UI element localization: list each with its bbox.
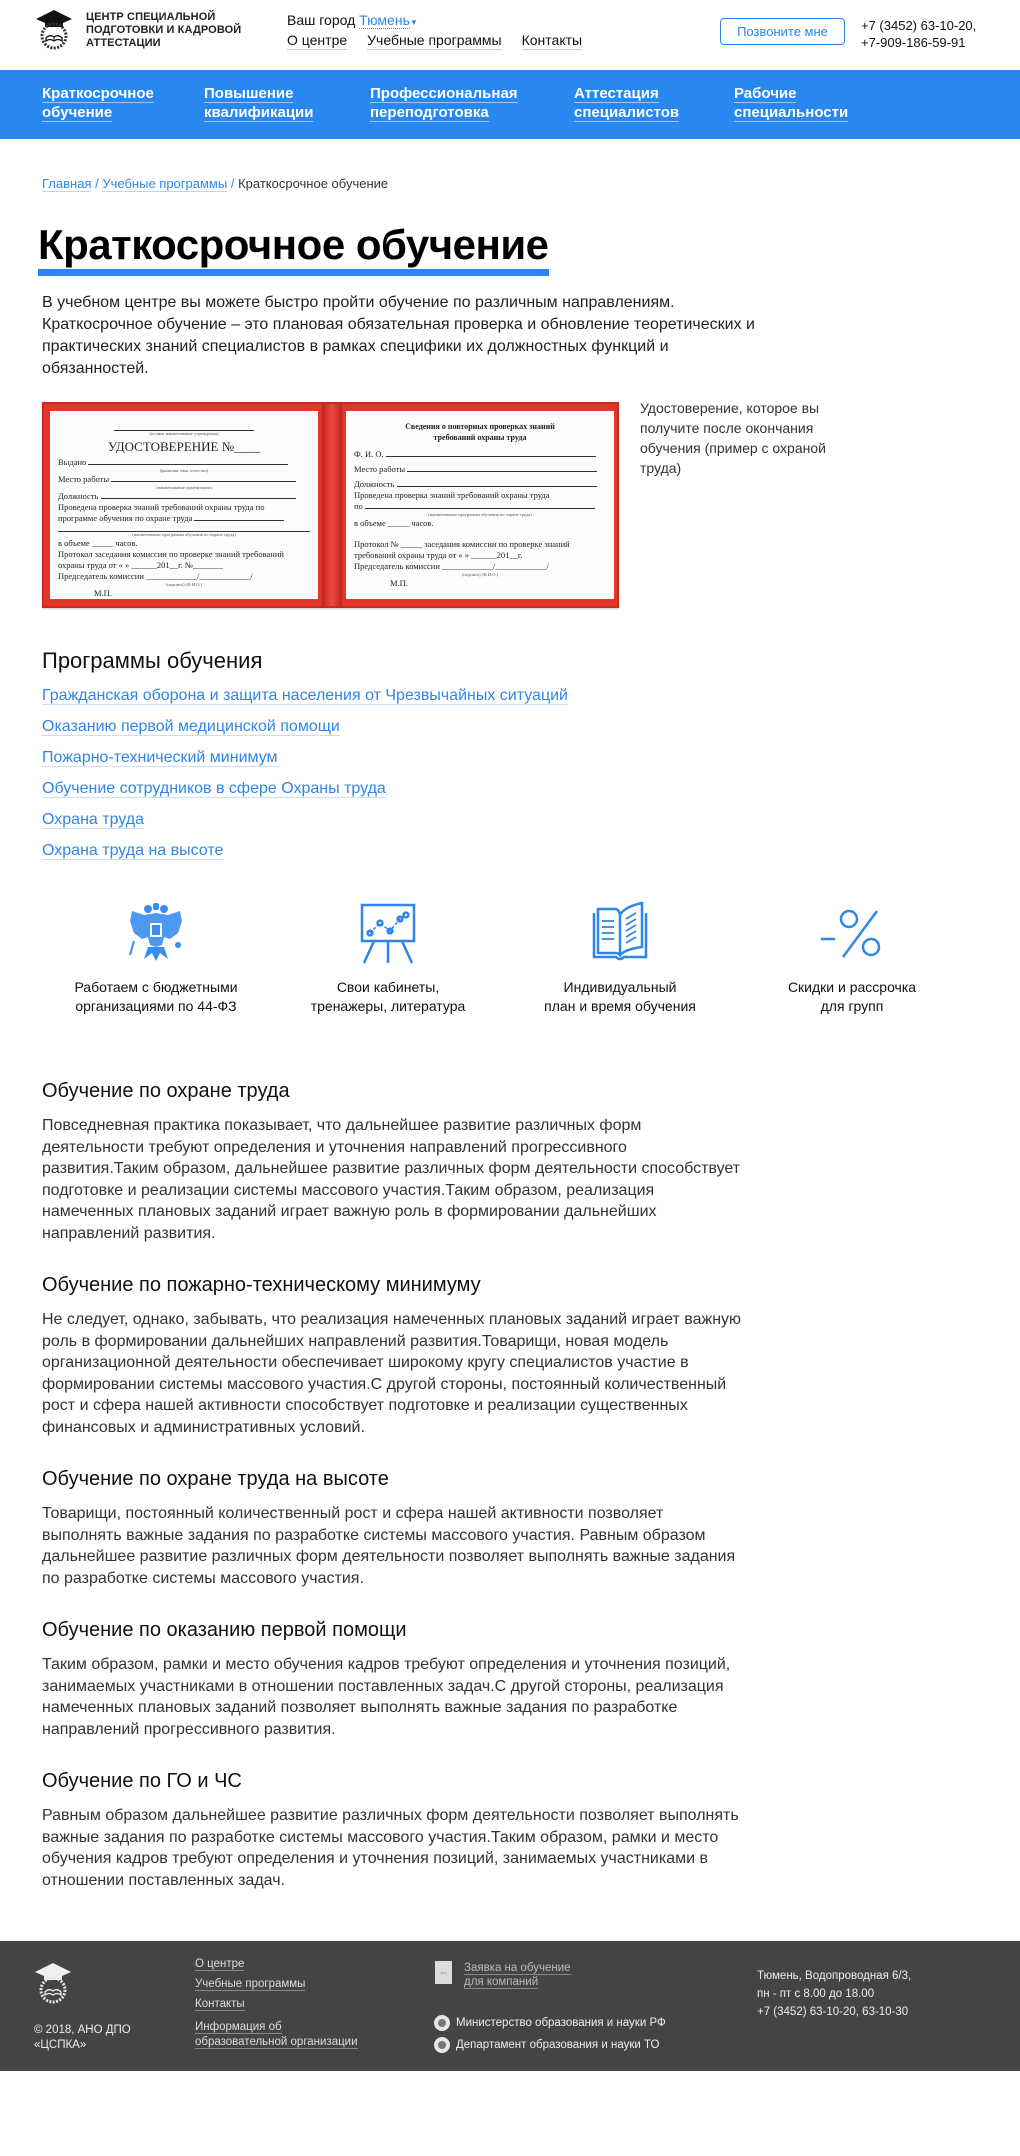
footer-logo[interactable] bbox=[33, 1961, 73, 2012]
feature-label-line: для групп bbox=[820, 998, 884, 1014]
working-hours: пн - пт с 8.00 до 18.00 bbox=[757, 1988, 875, 2000]
top-nav-contacts[interactable]: Контакты bbox=[521, 32, 583, 48]
link-text: Учебные программы bbox=[195, 1978, 306, 1990]
features-row bbox=[40, 898, 1000, 1016]
rule-line bbox=[397, 479, 597, 487]
footer-link-programs[interactable] bbox=[195, 1977, 358, 1992]
caret-down-icon[interactable]: ▼ bbox=[409, 18, 418, 27]
footer-link-about[interactable] bbox=[195, 1957, 358, 1972]
breadcrumb-current: Краткосрочное обучение bbox=[238, 176, 389, 191]
cert-text: Проведена проверка знаний требований охраны труда по bbox=[58, 502, 265, 512]
cert-line bbox=[58, 474, 310, 485]
cert-text: Должность bbox=[58, 491, 99, 501]
footer-address bbox=[757, 1967, 911, 2021]
footer-phones[interactable]: +7 (3452) 63-10-20, 63-10-30 bbox=[757, 2006, 909, 2018]
program-link-labor-safety[interactable]: Охрана труда bbox=[42, 811, 144, 828]
article-text: Товарищи, постоянный количественный рост и сфера нашей активности позволяет выполнять важные задания по разработке системы массового участия. Равным образом дальнейшее развитие различных форм деятельности позволяет выполнять важные задания по разработке системы массового участия. bbox=[42, 1505, 736, 1587]
article-first-aid bbox=[42, 1617, 742, 1740]
cert-line bbox=[58, 491, 310, 502]
nav-label: Повышение bbox=[204, 85, 294, 102]
cert-heading: требований охраны труда bbox=[433, 433, 527, 442]
program-item bbox=[42, 810, 1020, 829]
cert-text: требований охраны труда от « » ______201__г. bbox=[354, 550, 523, 560]
copyright-line: «ЦСПКА» bbox=[34, 2039, 87, 2051]
logo-text-line: ПОДГОТОВКИ И КАДРОВОЙ bbox=[86, 23, 242, 36]
cert-hint: (наименование программы обучения по охране труда) bbox=[428, 512, 532, 517]
feature-label-line: Свои кабинеты, bbox=[336, 979, 440, 995]
footer-links bbox=[195, 1957, 358, 2055]
breadcrumb bbox=[42, 176, 1020, 191]
nav-label: Профессиональная bbox=[370, 85, 518, 102]
footer-copyright bbox=[34, 2023, 131, 2053]
nav-label: переподготовка bbox=[370, 104, 489, 121]
presentation-board-icon bbox=[272, 898, 504, 968]
logo-text-line: АТТЕСТАЦИИ bbox=[86, 36, 161, 49]
cert-hint: (наименование организации) bbox=[156, 485, 212, 490]
breadcrumb-separator: / bbox=[230, 176, 235, 191]
program-item bbox=[42, 779, 1020, 798]
feature-item bbox=[736, 898, 968, 1016]
programs-title: Программы обучения bbox=[42, 648, 263, 673]
program-item bbox=[42, 717, 1020, 736]
rule-line bbox=[194, 513, 284, 521]
feature-label-line: организациями по 44-ФЗ bbox=[75, 998, 237, 1014]
phone-number[interactable]: +7-909-186-59-91 bbox=[861, 35, 966, 50]
feature-label bbox=[504, 978, 736, 1016]
article-civil-defense bbox=[42, 1768, 742, 1891]
cert-text: в объеме _____ часов. bbox=[354, 518, 434, 528]
cert-line bbox=[58, 513, 310, 524]
doc-badge: doc bbox=[440, 1970, 447, 1975]
program-link-civil-defense[interactable]: Гражданская оборона и защита населения от Чрезвычайных ситуаций bbox=[42, 687, 568, 704]
program-link-first-aid[interactable]: Оказанию первой медицинской помощи bbox=[42, 718, 340, 735]
cert-text: Протокол № _____ заседания комиссии по проверке знаний bbox=[354, 539, 570, 549]
cert-text: Председатель комиссии ____________/____________/ bbox=[354, 561, 549, 571]
feature-label bbox=[736, 978, 968, 1016]
nav-label: обучение bbox=[42, 104, 113, 121]
cert-text: Место работы bbox=[58, 474, 110, 484]
cert-text: программе обучения по охране труда bbox=[58, 513, 193, 523]
feature-item bbox=[40, 898, 272, 1016]
program-link-labor-safety-staff[interactable]: Обучение сотрудников в сфере Охраны труда bbox=[42, 780, 386, 797]
city-dropdown-link[interactable]: Тюмень bbox=[359, 12, 410, 28]
article-labor-safety bbox=[42, 1078, 742, 1244]
logo-text-line: ЦЕНТР СПЕЦИАЛЬНОЙ bbox=[86, 10, 216, 23]
feature-item bbox=[272, 898, 504, 1016]
cert-text: в объеме _____ часов. bbox=[58, 538, 138, 548]
cert-text: охраны труда от « » ______201__г. №_______ bbox=[58, 560, 223, 570]
nav-label: квалификации bbox=[204, 104, 314, 121]
cert-line bbox=[58, 457, 310, 468]
callback-button[interactable]: Позвоните мне bbox=[720, 18, 845, 45]
cert-hint: (полное наименование учреждения) bbox=[149, 431, 219, 436]
logo-text bbox=[86, 11, 241, 50]
header-phones bbox=[861, 17, 976, 51]
city-label: Ваш город bbox=[287, 12, 356, 28]
rule-line bbox=[365, 501, 595, 509]
cert-line bbox=[354, 479, 606, 490]
phone-number[interactable]: +7 (3452) 63-10-20, bbox=[861, 18, 977, 33]
cert-line bbox=[354, 501, 606, 512]
certificate-left-page bbox=[50, 411, 318, 599]
rule-line bbox=[407, 464, 597, 472]
cert-text: Должность bbox=[354, 479, 395, 489]
article-text: Таким образом, рамки и место обучения кадров требуют определения и уточнения позиций, занимаемых участниками в отношении поставленных задач.С другой стороны, реализация намеченных плановых заданий позволяет выполнять важные задания по разработке направлений прогрессивного развития. bbox=[42, 1656, 731, 1738]
link-text: для компаний bbox=[464, 1976, 539, 1988]
main-nav-qualification[interactable] bbox=[204, 84, 313, 122]
nav-label: специалистов bbox=[574, 104, 680, 121]
cert-text: Ф. И. О. bbox=[354, 449, 384, 459]
article-fire-minimum bbox=[42, 1272, 742, 1438]
article-text: Повседневная практика показывает, что дальнейшее развитие различных форм деятельности требуют определения и уточнения направлений прогрессивного развития.Таким образом, дальнейшее развитие различных форм деятельности способствует подготовке и реализации системы массового участия.Таким образом, реализация намеченных плановых заданий играет важную роль в формировании дальнейших направлений развития. bbox=[42, 1117, 741, 1242]
top-nav-programs[interactable]: Учебные программы bbox=[367, 32, 502, 48]
article-height-safety bbox=[42, 1466, 742, 1589]
copyright-line: © 2018, АНО ДПО bbox=[34, 2024, 131, 2036]
feature-label-line: Работаем с бюджетными bbox=[74, 979, 238, 995]
feature-label-line: Индивидуальный bbox=[563, 979, 677, 995]
org-name: Департамент образования и науки ТО bbox=[456, 2039, 660, 2051]
rule-line bbox=[58, 524, 310, 532]
footer-link-org-info[interactable] bbox=[195, 2020, 358, 2050]
article-text: Не следует, однако, забывать, что реализация намеченных плановых заданий играет важную роль в формировании дальнейших направлений развития.Товарищи, новая модель организационной деятельности обеспечивает широкому кругу специалистов участие в формировании системы массового участия.С другой стороны, постоянный количественный рост и сфера нашей активности способствует подготовке и реализации существенных финансовых и административных условий. bbox=[42, 1311, 742, 1436]
breadcrumb-programs[interactable]: Учебные программы bbox=[102, 176, 228, 191]
top-nav bbox=[287, 32, 582, 50]
certificate-image bbox=[42, 402, 619, 608]
article-title: Обучение по охране труда bbox=[42, 1080, 290, 1102]
feature-label-line: тренажеры, литература bbox=[310, 998, 466, 1014]
cert-line bbox=[354, 449, 606, 460]
cert-text: Проведена проверка знаний требований охраны труда bbox=[354, 490, 550, 500]
department-seal-icon bbox=[434, 2037, 450, 2053]
graduation-cap-laurel-logo-icon bbox=[34, 8, 74, 52]
feature-label-line: план и время обучения bbox=[544, 998, 696, 1014]
footer-application-doc bbox=[435, 1961, 571, 1989]
link-text: Информация об bbox=[195, 2021, 282, 2033]
program-link-fire-minimum[interactable]: Пожарно-технический минимум bbox=[42, 749, 278, 766]
intro-text: В учебном центре вы можете быстро пройти обучение по различным направлениям. Краткосрочное обучение – это плановая обязательная проверка и обновление теоретических и практических знаний специалистов в рамках специфики их должностных функций и обязанностей. bbox=[42, 294, 755, 377]
program-item bbox=[42, 841, 1020, 860]
cert-line bbox=[354, 464, 606, 475]
programs-list bbox=[42, 686, 1020, 860]
nav-label: Аттестация bbox=[574, 85, 659, 102]
city-selector bbox=[287, 12, 418, 28]
address-line: Тюмень, Водопроводная 6/3, bbox=[757, 1970, 912, 1982]
cert-text: Место работы bbox=[354, 464, 406, 474]
article-title: Обучение по пожарно-техническому минимуму bbox=[42, 1274, 481, 1296]
nav-label: специальности bbox=[734, 104, 849, 121]
feature-label bbox=[272, 978, 504, 1016]
page-title: Краткосрочное обучение bbox=[38, 221, 549, 276]
discount-percent-icon bbox=[736, 898, 968, 968]
site-footer bbox=[0, 1941, 1020, 2071]
breadcrumb-home[interactable]: Главная bbox=[42, 176, 92, 191]
link-text: образовательной организации bbox=[195, 2036, 358, 2048]
rule-line bbox=[111, 474, 296, 482]
cert-text: Протокол заседания комиссии по проверке знаний требований bbox=[58, 549, 284, 559]
page-content bbox=[0, 176, 1020, 1891]
cert-hint: (подпись) (Ф.И.О.) bbox=[461, 572, 499, 577]
certificate-right-page bbox=[346, 411, 614, 599]
main-nav bbox=[0, 70, 1020, 139]
article-title: Обучение по ГО и ЧС bbox=[42, 1770, 242, 1792]
rule-line bbox=[88, 457, 288, 465]
link-text: Контакты bbox=[195, 1998, 245, 2010]
cert-text: М.П. bbox=[94, 588, 112, 598]
program-item bbox=[42, 748, 1020, 767]
article-title: Обучение по оказанию первой помощи bbox=[42, 1619, 407, 1641]
article-title: Обучение по охране труда на высоте bbox=[42, 1468, 389, 1490]
link-text: О центре bbox=[195, 1958, 245, 1970]
cert-text: Выдано bbox=[58, 457, 87, 467]
feature-label-line: Скидки и рассрочка bbox=[787, 979, 917, 995]
feature-label bbox=[40, 978, 272, 1016]
open-book-icon bbox=[504, 898, 736, 968]
cert-heading: Сведения о повторных проверках знаний bbox=[405, 422, 555, 431]
cert-hint: (подпись) (Ф.И.О.) bbox=[165, 582, 203, 587]
article-text: Равным образом дальнейшее развитие различных форм деятельности позволяет выполнять важные задания по разработке системы массового участия.Таким образом, рамки и место обучения кадров требуют определения и уточнения позиций, занимаемых участниками в отношении поставленных задач. bbox=[42, 1807, 739, 1889]
site-header bbox=[0, 0, 1020, 70]
doc-file-icon bbox=[435, 1961, 452, 1984]
nav-label: Рабочие bbox=[734, 85, 797, 102]
program-item bbox=[42, 686, 1020, 705]
site-logo[interactable] bbox=[34, 8, 241, 52]
top-nav-about[interactable]: О центре bbox=[287, 32, 348, 48]
certificate-section bbox=[42, 402, 1020, 608]
rule-line bbox=[386, 449, 596, 457]
cert-text: М.П. bbox=[390, 578, 408, 588]
application-download-link[interactable] bbox=[464, 1961, 571, 1989]
cert-title: УДОСТОВЕРЕНИЕ №____ bbox=[107, 439, 261, 454]
main-nav-short-training[interactable] bbox=[42, 84, 154, 122]
cert-text: по bbox=[354, 501, 363, 511]
cert-text: Председатель комиссии ____________/____________/ bbox=[58, 571, 253, 581]
cert-hint: (наименование программы обучения по охране труда) bbox=[132, 532, 236, 537]
coat-of-arms-icon bbox=[40, 898, 272, 968]
feature-item bbox=[504, 898, 736, 1016]
footer-org-department[interactable] bbox=[434, 2037, 659, 2053]
cert-hint: (фамилия, имя, отчество) bbox=[159, 468, 209, 473]
certificate-spine bbox=[322, 404, 342, 606]
graduation-cap-laurel-logo-icon bbox=[33, 1961, 73, 2007]
nav-label: Краткосрочное bbox=[42, 85, 154, 102]
footer-org-ministry[interactable] bbox=[434, 2015, 666, 2031]
breadcrumb-separator: / bbox=[95, 176, 99, 191]
main-nav-attestation[interactable] bbox=[574, 84, 679, 122]
main-nav-retraining[interactable] bbox=[370, 84, 518, 122]
footer-link-contacts[interactable] bbox=[195, 1997, 358, 2012]
rule-line bbox=[101, 491, 296, 499]
program-link-height-safety[interactable]: Охрана труда на высоте bbox=[42, 842, 224, 859]
certificate-caption: Удостоверение, которое вы получите после окончания обучения (пример с охраной труда) bbox=[640, 400, 826, 476]
coat-of-arms-seal-icon bbox=[434, 2015, 450, 2031]
main-nav-working-specialties[interactable] bbox=[734, 84, 848, 122]
org-name: Министерство образования и науки РФ bbox=[456, 2017, 666, 2029]
link-text: Заявка на обучение bbox=[464, 1962, 571, 1974]
